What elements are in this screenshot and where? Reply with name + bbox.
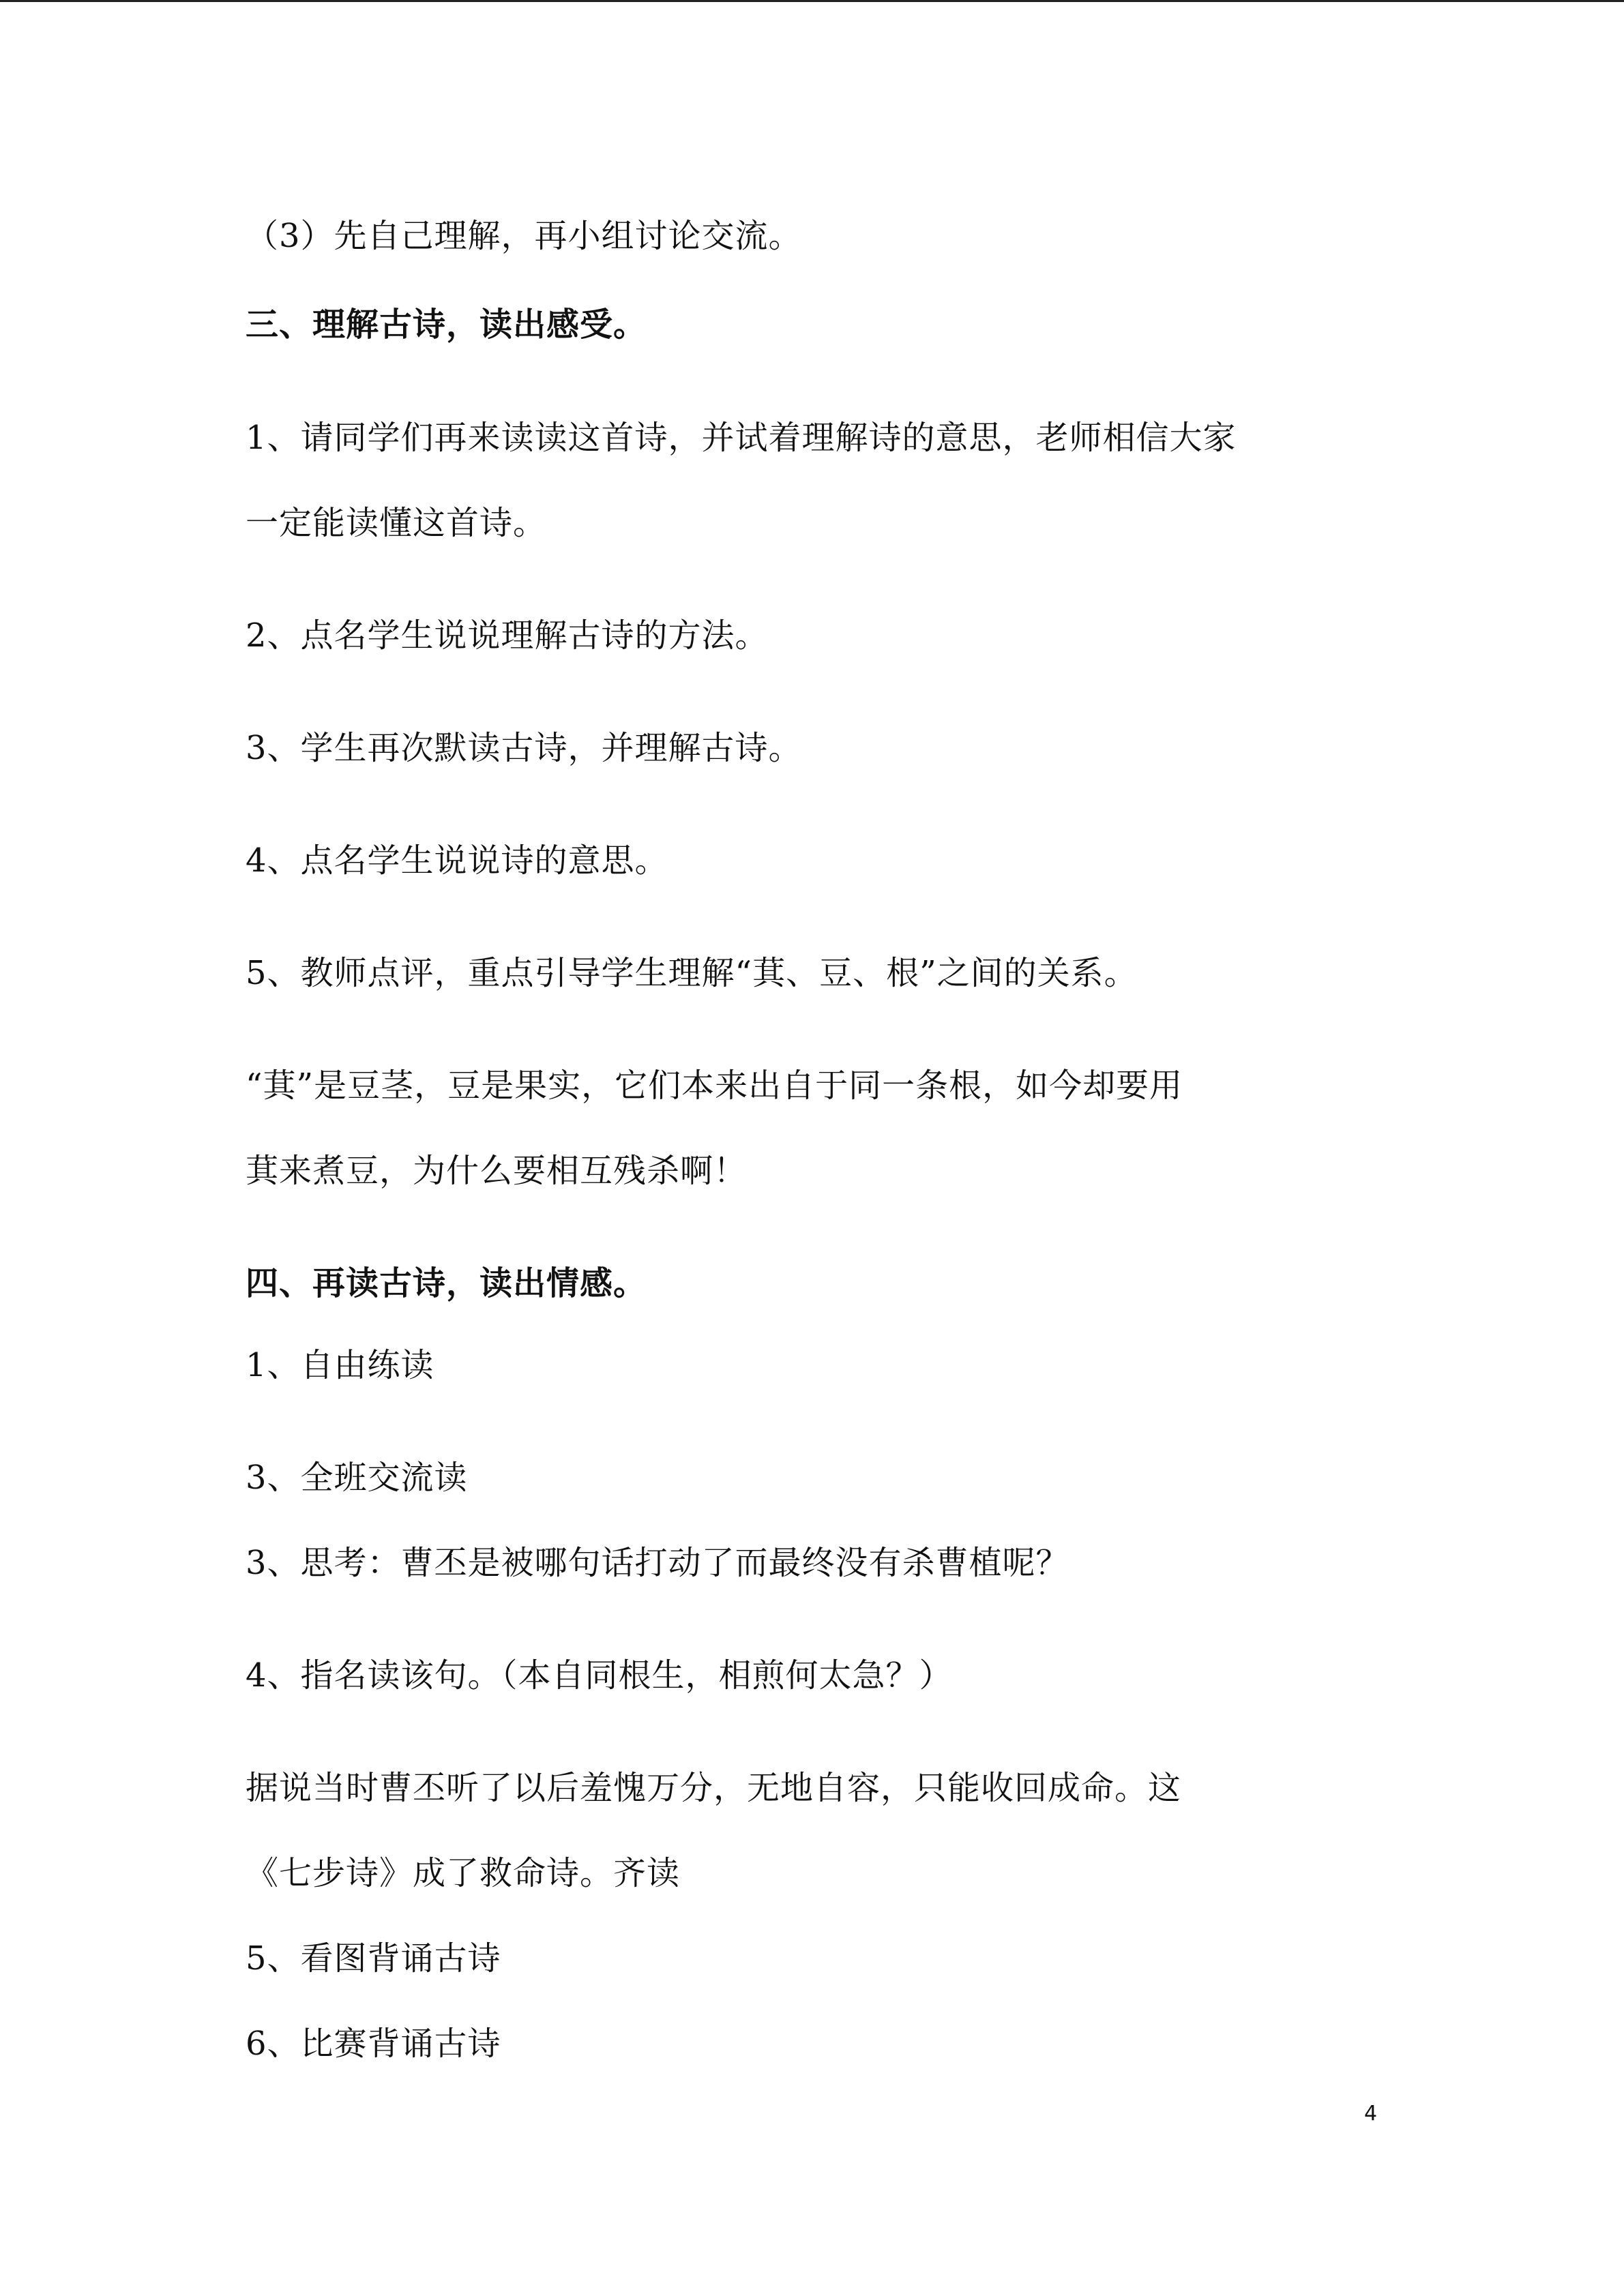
practice-item-5: 5、看图背诵古诗 bbox=[246, 1939, 501, 1978]
item-1-line-2: 一定能读懂这首诗。 bbox=[246, 504, 547, 542]
practice-item-6: 6、比赛背诵古诗 bbox=[246, 2025, 501, 2063]
story-line-2: 《七步诗》成了救命诗。齐读 bbox=[246, 1854, 681, 1892]
page-top-border bbox=[0, 0, 1624, 2]
section-four-heading: 四、再读古诗，读出情感。 bbox=[246, 1264, 647, 1302]
practice-item-3a: 3、全班交流读 bbox=[246, 1459, 468, 1497]
section-three-heading: 三、理解古诗，读出感受。 bbox=[246, 305, 647, 344]
practice-item-4: 4、指名读该句。（本自同根生，相煎何太急？） bbox=[246, 1656, 953, 1695]
practice-item-1: 1、自由练读 bbox=[246, 1346, 434, 1384]
item-4-line: 4、点名学生说说诗的意思。 bbox=[246, 841, 668, 880]
item-3-line: 3、学生再次默读古诗，并理解古诗。 bbox=[246, 729, 802, 767]
page-number: 4 bbox=[1364, 2102, 1378, 2126]
item-1-line-1: 1、请同学们再来读读这首诗，并试着理解诗的意思，老师相信大家 bbox=[246, 419, 1237, 457]
step-3-line: （3）先自己理解，再小组讨论交流。 bbox=[246, 217, 802, 255]
explanation-line-2: 萁来煮豆，为什么要相互残杀啊！ bbox=[246, 1152, 748, 1190]
explanation-line-1: “萁”是豆茎，豆是果实，它们本来出自于同一条根，如今却要用 bbox=[246, 1067, 1183, 1105]
item-2-line: 2、点名学生说说理解古诗的方法。 bbox=[246, 616, 769, 655]
practice-item-3b: 3、思考：曹丕是被哪句话打动了而最终没有杀曹植呢？ bbox=[246, 1544, 1069, 1582]
story-line-1: 据说当时曹丕听了以后羞愧万分，无地自容，只能收回成命。这 bbox=[246, 1769, 1182, 1807]
item-5-line: 5、教师点评，重点引导学生理解“萁、豆、根”之间的关系。 bbox=[246, 954, 1138, 992]
